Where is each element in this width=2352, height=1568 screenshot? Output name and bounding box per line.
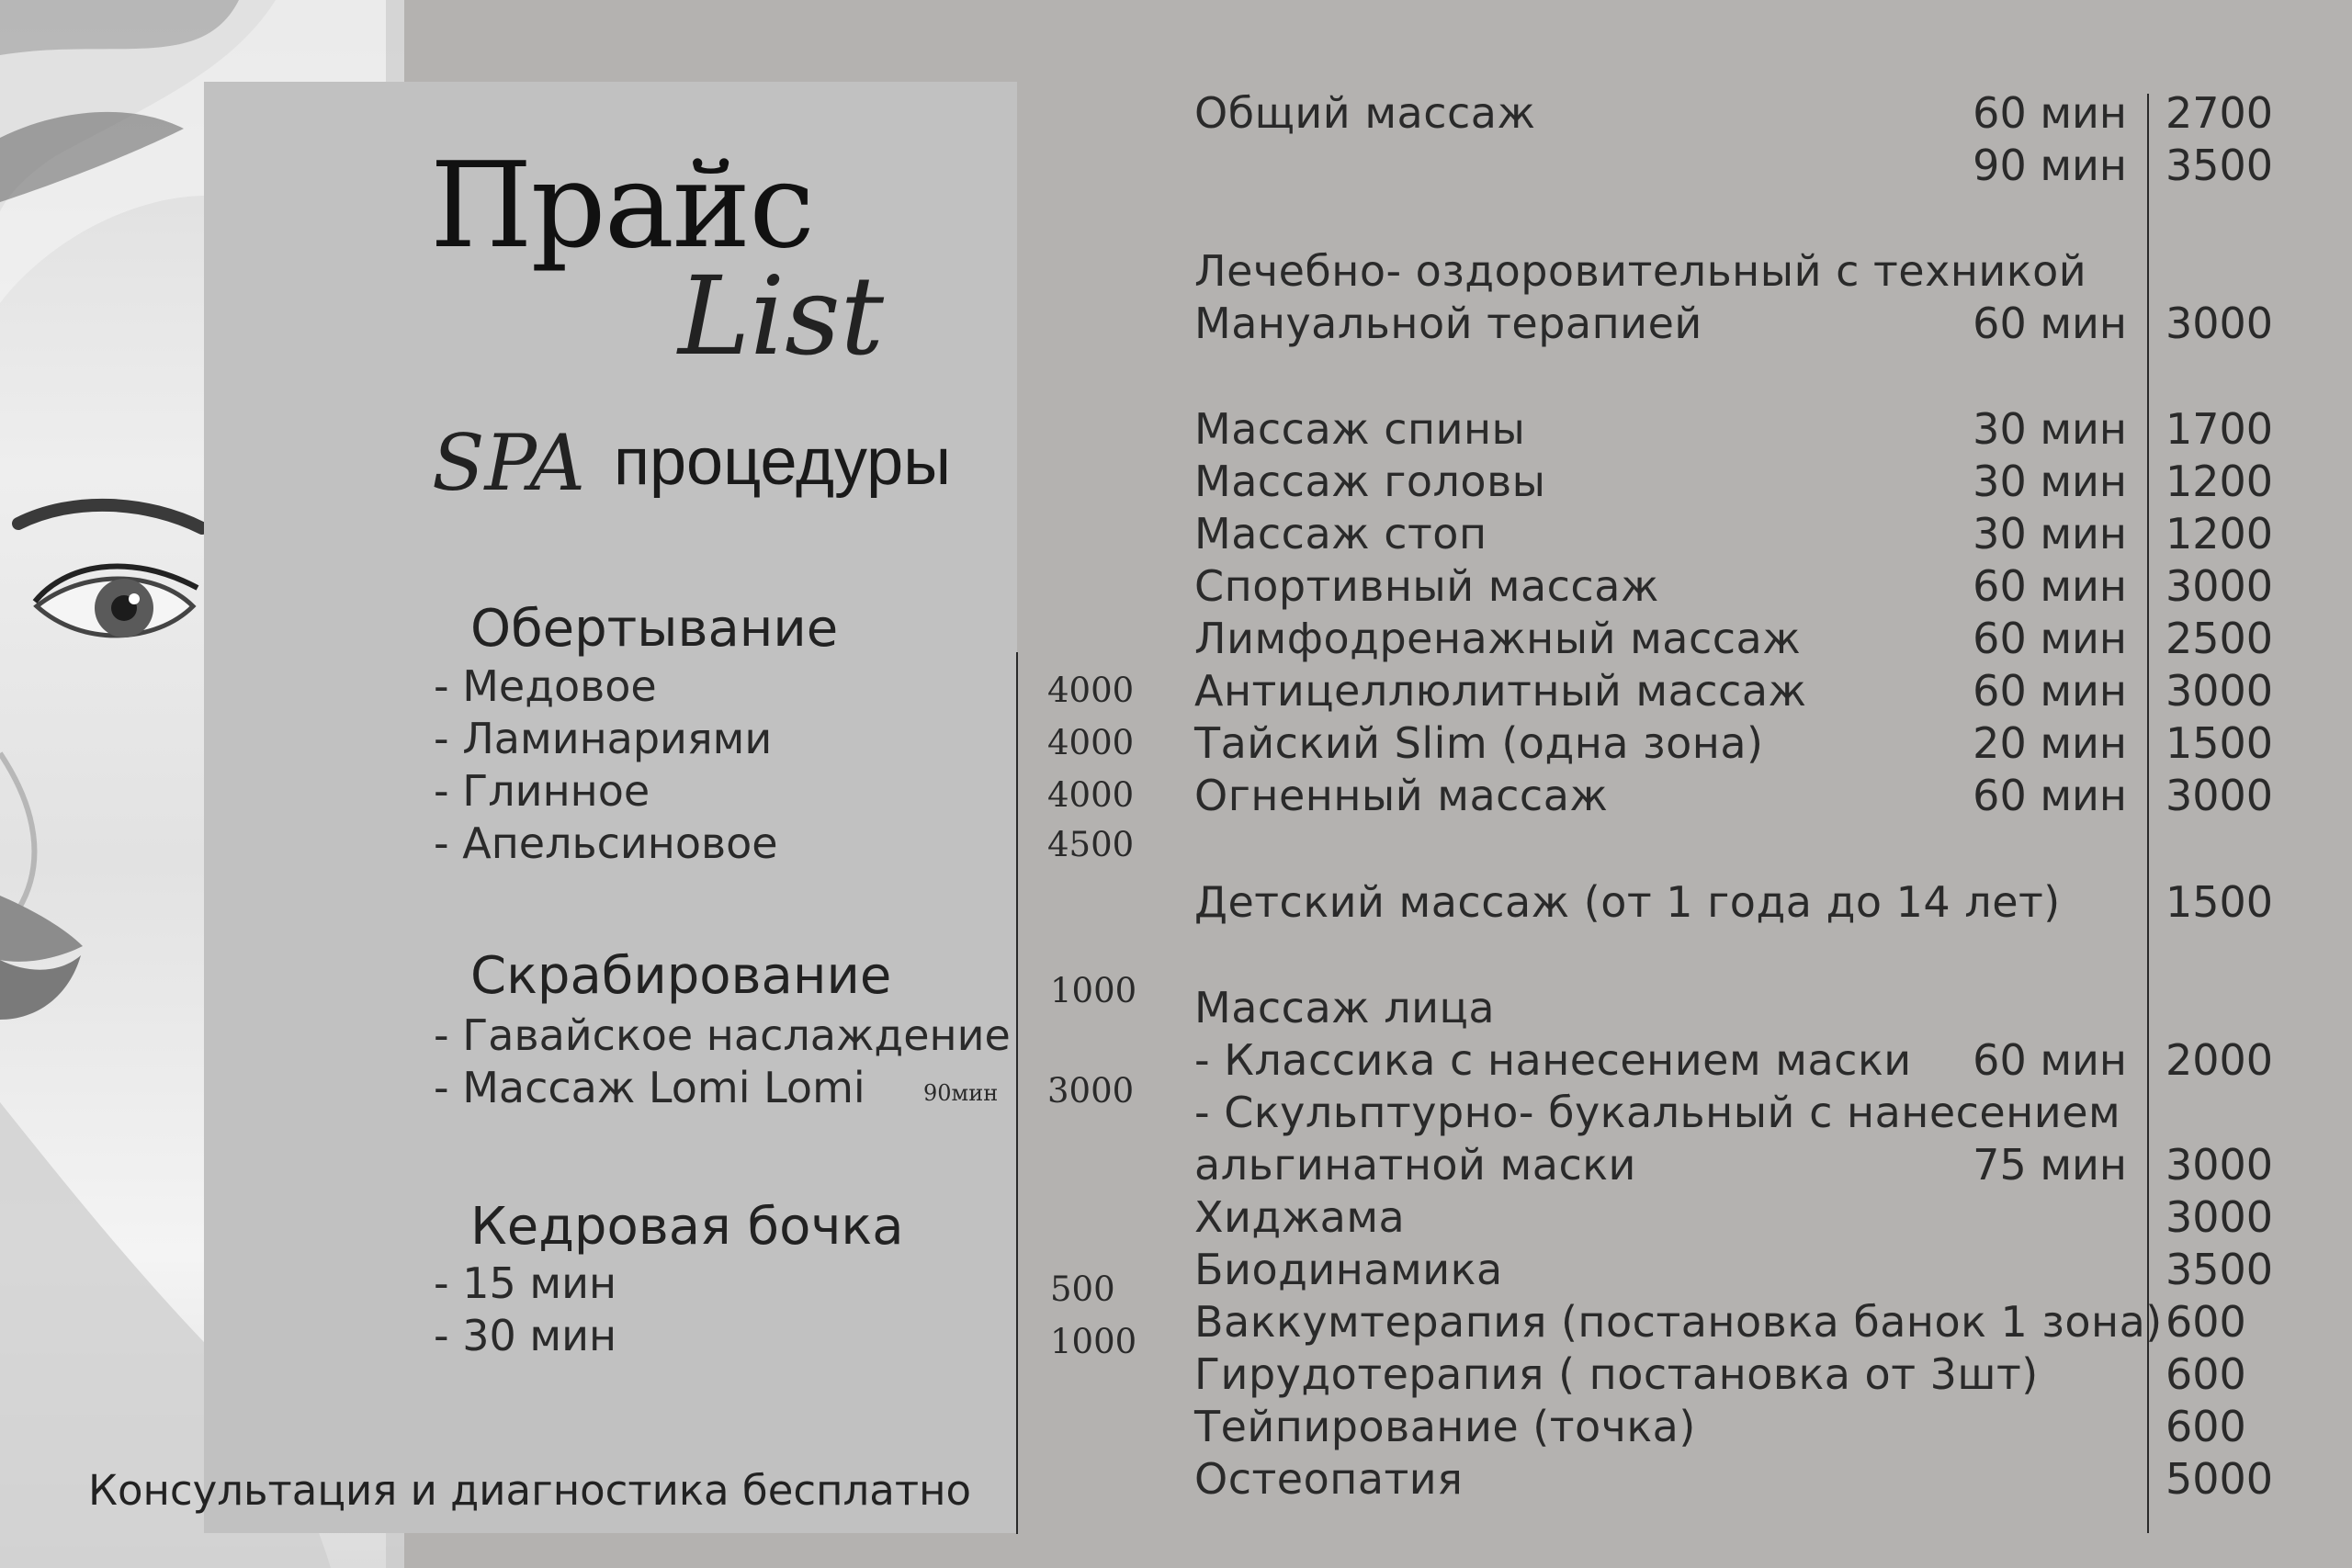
service-name: Массаж лица	[1194, 983, 1496, 1032]
service-name: Огненный массаж	[1194, 771, 1609, 820]
spa-heading: процедуры	[614, 425, 951, 499]
service-duration: 60 мин	[1973, 299, 2127, 348]
item-duration-note: 90мин	[923, 1080, 999, 1106]
service-name: Гирудотерапия ( постановка от 3шт)	[1194, 1349, 2039, 1399]
left-divider	[1016, 652, 1018, 1534]
service-duration: 30 мин	[1973, 457, 2127, 506]
service-name: Лимфодренажный массаж	[1194, 614, 1802, 663]
service-name: Остеопатия	[1194, 1454, 1464, 1504]
service-duration: 75 мин	[1973, 1140, 2127, 1190]
list-item: - 15 мин	[434, 1258, 617, 1308]
list-item: - Гавайское наслаждение	[434, 1010, 1011, 1060]
service-duration: 90 мин	[1973, 141, 2127, 190]
service-price: 3500	[2165, 1245, 2274, 1294]
list-item: - Глинное	[434, 766, 650, 816]
service-price: 3000	[2165, 1140, 2274, 1190]
service-duration: 20 мин	[1973, 718, 2127, 768]
section-heading-barrel: Кедровая бочка	[470, 1197, 904, 1257]
item-price: 4000	[1047, 723, 1135, 762]
service-name: Общий массаж	[1194, 88, 1536, 138]
title-main: Прайс	[430, 138, 813, 275]
service-price: 2000	[2165, 1035, 2274, 1085]
service-price: 3000	[2165, 771, 2274, 820]
consultation-note: Консультация и диагностика бесплатно	[88, 1466, 972, 1515]
service-name: Лечебно- оздоровительный с техникой	[1194, 246, 2087, 296]
service-name: Хиджама	[1194, 1192, 1406, 1242]
service-price: 600	[2165, 1402, 2246, 1451]
service-price: 3500	[2165, 141, 2274, 190]
service-name: Массаж головы	[1194, 457, 1546, 506]
service-name: Мануальной терапией	[1194, 299, 1702, 348]
service-duration: 60 мин	[1973, 561, 2127, 611]
service-duration: 60 мин	[1973, 614, 2127, 663]
service-price: 1700	[2165, 404, 2274, 454]
list-item: - Массаж Lomi Lomi	[434, 1063, 865, 1112]
service-price: 1200	[2165, 509, 2274, 558]
item-price: 1000	[1050, 1322, 1137, 1361]
service-price: 3000	[2165, 1192, 2274, 1242]
item-price: 4000	[1047, 671, 1135, 710]
service-name: Тейпирование (точка)	[1194, 1402, 1696, 1451]
item-price: 4000	[1047, 775, 1135, 815]
service-price: 5000	[2165, 1454, 2274, 1504]
service-price: 3000	[2165, 666, 2274, 716]
list-item: - Ламинариями	[434, 714, 773, 763]
service-price: 600	[2165, 1349, 2246, 1399]
item-price: 4500	[1047, 825, 1135, 864]
service-duration: 60 мин	[1973, 1035, 2127, 1085]
item-price: 3000	[1047, 1071, 1135, 1111]
item-price: 500	[1050, 1269, 1115, 1309]
service-name: Спортивный массаж	[1194, 561, 1659, 611]
section-heading-scrub: Скрабирование	[470, 946, 892, 1006]
service-price: 1200	[2165, 457, 2274, 506]
service-price: 2700	[2165, 88, 2274, 138]
service-name: Тайский Slim (одна зона)	[1194, 718, 1764, 768]
service-price: 1500	[2165, 877, 2274, 927]
service-name: Массаж стоп	[1194, 509, 1487, 558]
service-price: 3000	[2165, 561, 2274, 611]
section-price: 1000	[1050, 971, 1137, 1010]
service-price: 600	[2165, 1297, 2246, 1347]
service-name: Детский массаж (от 1 года до 14 лет)	[1194, 877, 2061, 927]
service-name: - Скульптурно- букальный с нанесением	[1194, 1088, 2121, 1137]
service-name: Биодинамика	[1194, 1245, 1503, 1294]
service-name: - Классика с нанесением маски	[1194, 1035, 1912, 1085]
service-price: 1500	[2165, 718, 2274, 768]
service-name: Ваккумтерапия (постановка банок 1 зона)	[1194, 1297, 2163, 1347]
list-item: - Апельсиновое	[434, 818, 778, 868]
title-script: List	[678, 253, 885, 379]
service-duration: 60 мин	[1973, 771, 2127, 820]
service-duration: 60 мин	[1973, 666, 2127, 716]
service-price: 3000	[2165, 299, 2274, 348]
section-heading-wrap: Обертывание	[470, 599, 839, 659]
spa-script: SPA	[432, 418, 586, 508]
service-name: Антицеллюлитный массаж	[1194, 666, 1807, 716]
list-item: - Медовое	[434, 661, 657, 711]
service-duration: 30 мин	[1973, 509, 2127, 558]
service-duration: 60 мин	[1973, 88, 2127, 138]
service-price: 2500	[2165, 614, 2274, 663]
service-name: Массаж спины	[1194, 404, 1526, 454]
service-name: альгинатной маски	[1194, 1140, 1636, 1190]
list-item: - 30 мин	[434, 1311, 617, 1360]
service-duration: 30 мин	[1973, 404, 2127, 454]
